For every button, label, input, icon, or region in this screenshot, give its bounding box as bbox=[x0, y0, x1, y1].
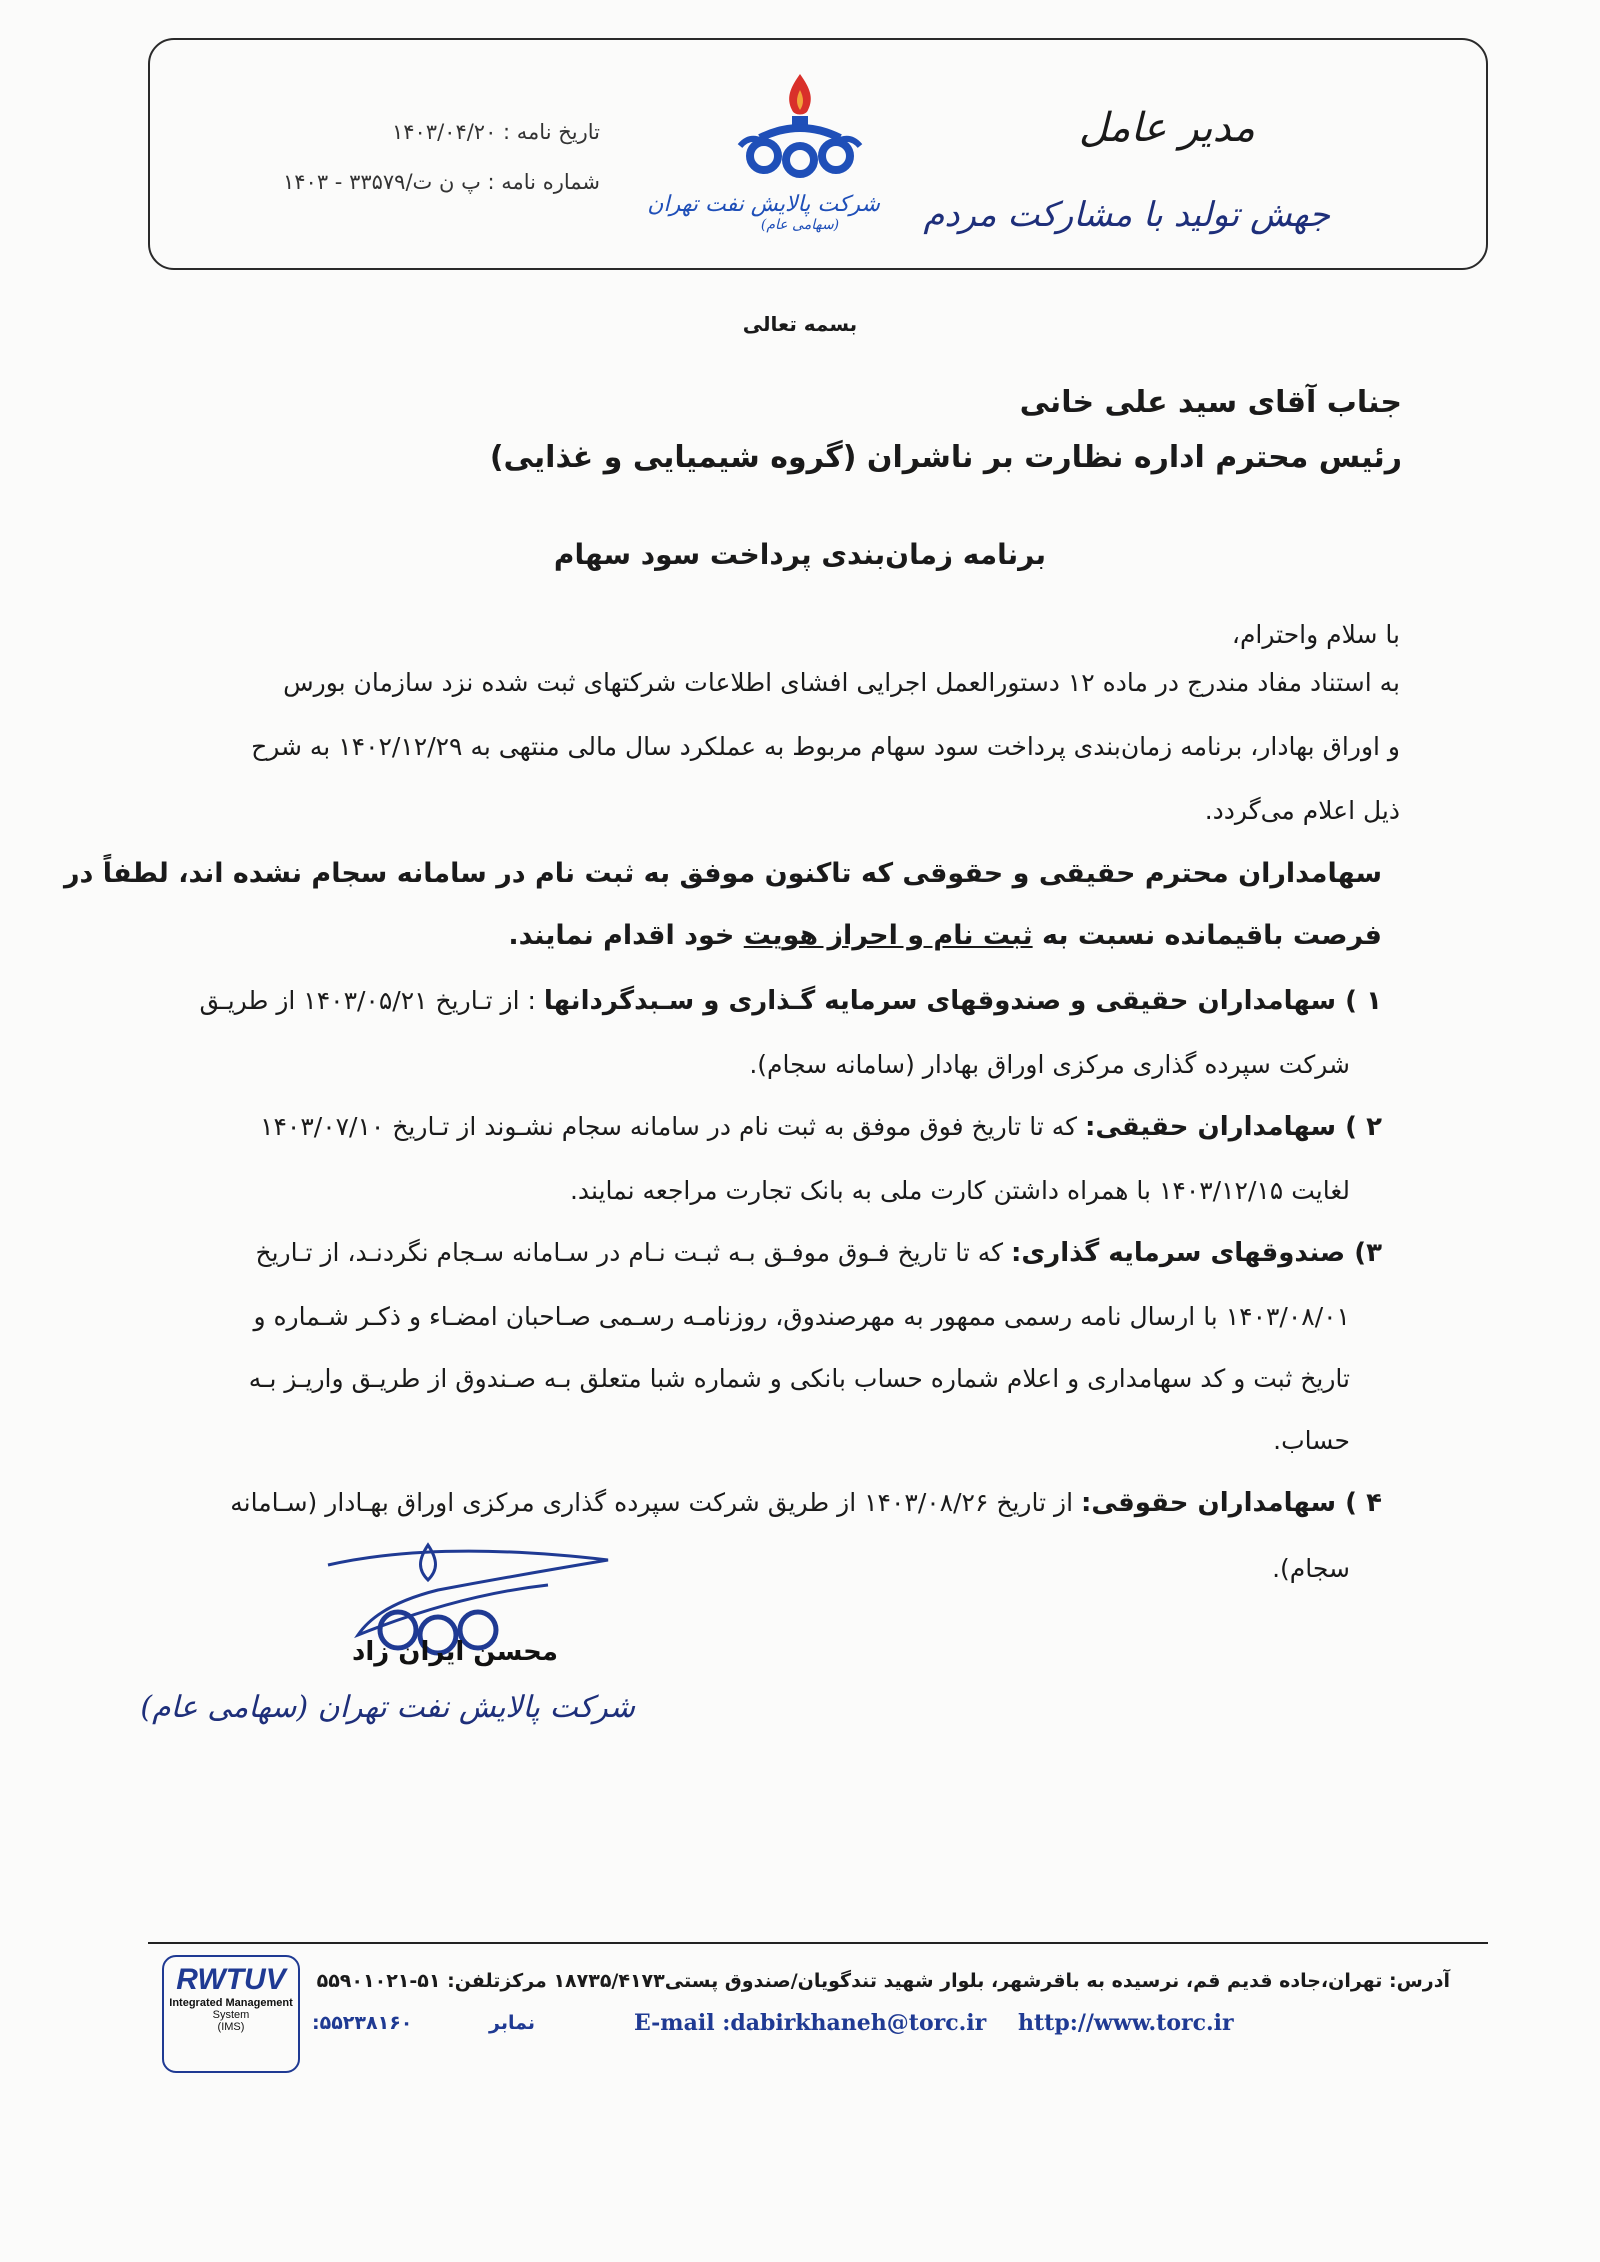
item-2-line-2: لغایت ۱۴۰۳/۱۲/۱۵ با همراه داشتن کارت ملی به بانک تجارت مراجعه نمایند. bbox=[569, 1176, 1350, 1205]
item-3-line-1 bbox=[255, 1238, 1382, 1268]
certification-logo bbox=[162, 1955, 300, 2073]
company-logo bbox=[647, 68, 880, 258]
cert-line-1: Integrated Management bbox=[169, 1997, 293, 2009]
intro-line-1: به استناد مفاد مندرج در ماده ۱۲ دستورالعمل اجرایی افشای اطلاعات شرکتهای ثبت شده نزد سازمان بورس bbox=[283, 668, 1400, 697]
fax-number: ۵۵۲۳۸۱۶۰: bbox=[312, 2012, 413, 2034]
notice-underlined-text: ثبت نام و احراز هویت bbox=[743, 920, 1033, 951]
item-3-line-2: ۱۴۰۳/۰۸/۰۱ با ارسال نامه رسمی ممهور به مهرصندوق، روزنامـه رسـمی صـاحبان امضـاء و ذکـر شـماره و bbox=[253, 1302, 1350, 1331]
signatory-name: محسن ایران زاد bbox=[352, 1637, 558, 1667]
bismillah: بسمه تعالی bbox=[742, 312, 858, 336]
item-2-heading: ۲ ) سهامداران حقیقی: bbox=[1085, 1112, 1382, 1142]
item-3-text: که تا تاریخ فـوق موفـق بـه ثبـت نـام در سـامانه سـجام نگردنـد، از تـاریخ bbox=[255, 1238, 1011, 1267]
sender-title: مدیر عامل bbox=[1078, 105, 1255, 151]
item-4-line-1 bbox=[230, 1488, 1382, 1518]
item-2-line-1 bbox=[260, 1112, 1382, 1142]
item-1-line-2: شرکت سپرده گذاری مرکزی اوراق بهادار (سامانه سجام). bbox=[749, 1050, 1350, 1079]
letter-number: شماره نامه : پ ن ت/۳۳۵۷۹ - ۱۴۰۳ bbox=[283, 170, 600, 194]
item-3-heading: ۳) صندوقهای سرمایه گذاری: bbox=[1011, 1238, 1382, 1268]
item-1-line-1 bbox=[200, 986, 1382, 1016]
item-4-line-2: سجام). bbox=[1272, 1554, 1350, 1583]
footer-divider bbox=[148, 1942, 1488, 1944]
notice-line-1: سهامداران محترم حقیقی و حقوقی که تاکنون موفق به ثبت نام در سامانه سجام نشده اند، لطفاً در bbox=[64, 858, 1382, 889]
cert-brand: RWTUV bbox=[176, 1963, 286, 1996]
footer-website[interactable]: http://www.torc.ir bbox=[1018, 2010, 1234, 2036]
item-4-heading: ۴ ) سهامداران حقوقی: bbox=[1081, 1488, 1382, 1518]
logo-company-name: شرکت پالایش نفت تهران bbox=[647, 192, 880, 217]
cert-line-3: (IMS) bbox=[217, 2021, 245, 2033]
recipient-position: رئیس محترم اداره نظارت بر ناشران (گروه شیمیایی و غذایی) bbox=[489, 440, 1402, 475]
logo-company-type: (سهامی عام) bbox=[760, 217, 840, 233]
item-3-line-3: تاریخ ثبت و کد سهامداری و اعلام شماره حساب بانکی و شماره شبا متعلق بـه صـندوق از طریـق واریـز بـه bbox=[248, 1364, 1350, 1393]
cert-line-2: System bbox=[212, 2009, 250, 2021]
item-3-line-4: حساب. bbox=[1273, 1426, 1350, 1455]
intro-line-3: ذیل اعلام می‌گردد. bbox=[1204, 796, 1400, 825]
item-1-text: : از تـاریخ ۱۴۰۳/۰۵/۲۱ از طریـق bbox=[199, 986, 544, 1015]
recipient-name: جناب آقای سید علی خانی bbox=[1019, 385, 1402, 420]
greeting: با سلام واحترام، bbox=[1231, 620, 1400, 649]
item-2-text: که تا تاریخ فوق موفق به ثبت نام در سامانه سجام نشـوند از تـاریخ ۱۴۰۳/۰۷/۱۰ bbox=[260, 1112, 1085, 1141]
notice-line-2 bbox=[508, 920, 1382, 951]
footer-email[interactable]: E-mail :dabirkhaneh@torc.ir bbox=[634, 2010, 987, 2036]
letter-subject: برنامه زمان‌بندی پرداخت سود سهام bbox=[553, 538, 1047, 571]
item-4-text: از تاریخ ۱۴۰۳/۰۸/۲۶ از طریق شرکت سپرده گذاری مرکزی اوراق بهـادار (سـامانه bbox=[230, 1488, 1081, 1517]
refinery-flame-icon bbox=[720, 68, 880, 188]
intro-line-2: و اوراق بهادار، برنامه زمان‌بندی پرداخت سود سهام مربوط به عملکرد سال مالی منتهی به ۱۴۰۲/۱۲/۲۹ به شرح bbox=[251, 732, 1400, 761]
footer-address: آدرس: تهران،جاده قدیم قم، نرسیده به باقرشهر، بلوار شهید تندگویان/صندوق پستی۱۸۷۳۵/۴۱۷۳ مرکزتلفن: ۵۱-۵۵۹۰۱۰۲۱ bbox=[316, 1970, 1450, 1992]
slogan: جهش تولید با مشارکت مردم bbox=[923, 195, 1330, 235]
signatory-company: شرکت پالایش نفت تهران (سهامی عام) bbox=[140, 1690, 635, 1725]
letter-date: تاریخ نامه : ۱۴۰۳/۰۴/۲۰ bbox=[391, 120, 600, 144]
item-1-heading: ۱ ) سهامداران حقیقی و صندوقهای سرمایه گـذاری و سـبدگردانها bbox=[543, 986, 1382, 1016]
notice-text-post: خود اقدام نمایند. bbox=[508, 920, 744, 951]
notice-text-pre: فرصت باقیمانده نسبت به bbox=[1032, 920, 1382, 951]
fax-label: نمابر bbox=[489, 2012, 535, 2034]
